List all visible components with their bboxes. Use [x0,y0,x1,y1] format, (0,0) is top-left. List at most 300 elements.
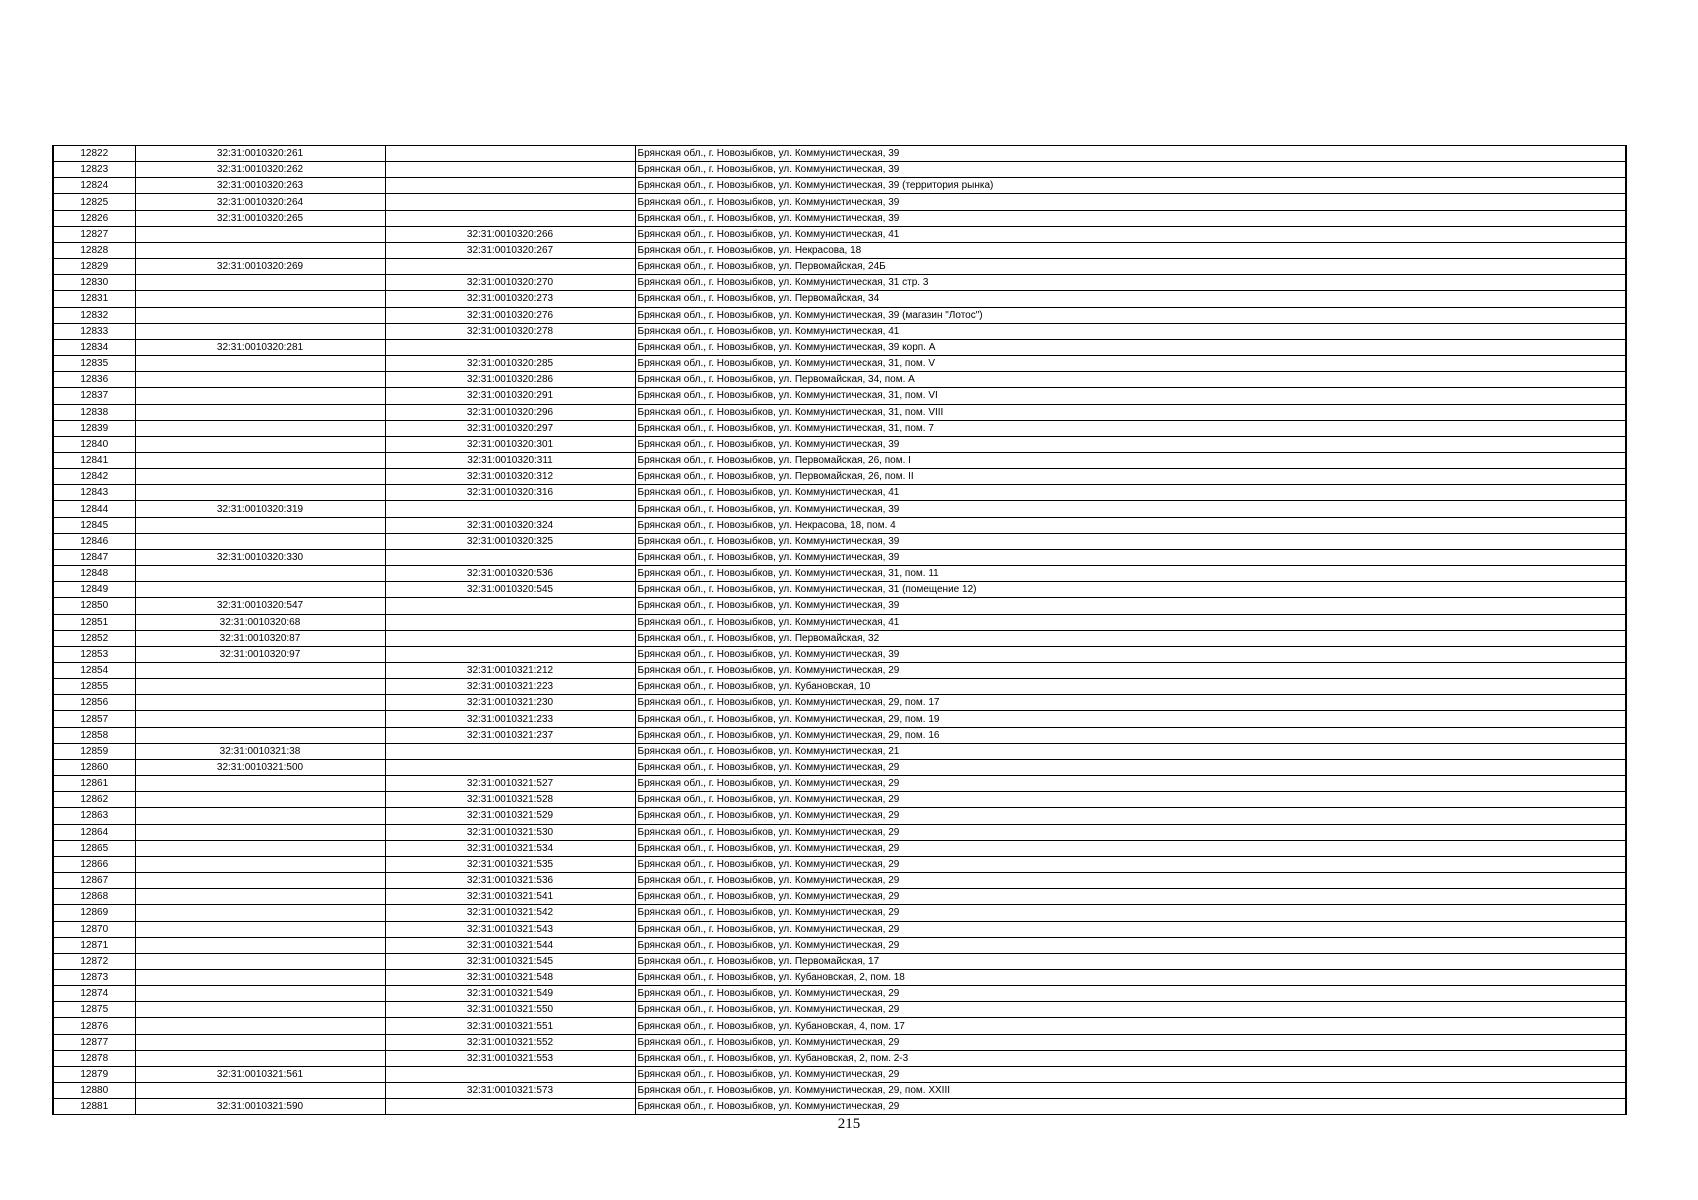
table-row [53,469,1626,485]
cadastral-number-a-cell [135,824,385,840]
cadastral-number-a-cell [135,242,385,258]
address-cell: Брянская обл., г. Новозыбков, ул. Коммунистическая, 31, пом. VIII [635,404,1626,420]
address-cell: Брянская обл., г. Новозыбков, ул. Первомайская, 26, пом. I [635,452,1626,468]
address-cell: Брянская обл., г. Новозыбков, ул. Коммунистическая, 31 стр. 3 [635,275,1626,291]
cadastral-number-a-cell [135,1018,385,1034]
cadastral-number-a-cell: 32:31:0010320:261 [135,146,385,162]
table-row [53,776,1626,792]
address-cell: Брянская обл., г. Новозыбков, ул. Коммунистическая, 29 [635,1002,1626,1018]
table-row [53,436,1626,452]
table-body [53,146,1626,1115]
cadastral-table [52,145,1627,1115]
address-cell: Брянская обл., г. Новозыбков, ул. Коммунистическая, 41 [635,226,1626,242]
cadastral-number-b-cell: 32:31:0010321:529 [385,808,635,824]
cadastral-number-a-cell [135,356,385,372]
cadastral-number-b-cell [385,630,635,646]
address-cell: Брянская обл., г. Новозыбков, ул. Коммунистическая, 29 [635,1099,1626,1115]
table-row [53,566,1626,582]
cadastral-number-a-cell [135,517,385,533]
table-row [53,339,1626,355]
table-row [53,1099,1626,1115]
cadastral-number-b-cell: 32:31:0010321:551 [385,1018,635,1034]
cadastral-number-a-cell [135,420,385,436]
address-cell: Брянская обл., г. Новозыбков, ул. Коммунистическая, 41 [635,614,1626,630]
row-number-cell: 12828 [53,242,135,258]
address-cell: Брянская обл., г. Новозыбков, ул. Коммунистическая, 39 [635,533,1626,549]
row-number-cell: 12836 [53,372,135,388]
cadastral-number-b-cell: 32:31:0010321:552 [385,1034,635,1050]
row-number-cell: 12854 [53,663,135,679]
address-cell: Брянская обл., г. Новозыбков, ул. Коммунистическая, 29 [635,808,1626,824]
cadastral-number-b-cell [385,1099,635,1115]
table-row [53,501,1626,517]
cadastral-number-a-cell: 32:31:0010320:269 [135,259,385,275]
address-cell: Брянская обл., г. Новозыбков, ул. Коммунистическая, 31, пом. 11 [635,566,1626,582]
row-number-cell: 12829 [53,259,135,275]
cadastral-number-a-cell: 32:31:0010320:281 [135,339,385,355]
address-cell: Брянская обл., г. Новозыбков, ул. Коммунистическая, 29 [635,889,1626,905]
address-cell: Брянская обл., г. Новозыбков, ул. Коммунистическая, 39 [635,146,1626,162]
cadastral-number-b-cell [385,501,635,517]
cadastral-number-b-cell [385,598,635,614]
cadastral-number-a-cell [135,436,385,452]
address-cell: Брянская обл., г. Новозыбков, ул. Коммунистическая, 29, пом. XXIII [635,1083,1626,1099]
cadastral-number-b-cell: 32:31:0010321:545 [385,953,635,969]
address-cell: Брянская обл., г. Новозыбков, ул. Коммунистическая, 39 [635,194,1626,210]
address-cell: Брянская обл., г. Новозыбков, ул. Первомайская, 26, пом. II [635,469,1626,485]
address-cell: Брянская обл., г. Новозыбков, ул. Коммунистическая, 29 [635,921,1626,937]
row-number-cell: 12841 [53,452,135,468]
row-number-cell: 12822 [53,146,135,162]
cadastral-number-b-cell: 32:31:0010321:535 [385,856,635,872]
cadastral-number-b-cell: 32:31:0010321:527 [385,776,635,792]
address-cell: Брянская обл., г. Новозыбков, ул. Кубановская, 4, пом. 17 [635,1018,1626,1034]
cadastral-number-a-cell [135,953,385,969]
address-cell: Брянская обл., г. Новозыбков, ул. Коммунистическая, 29 [635,776,1626,792]
row-number-cell: 12832 [53,307,135,323]
table-row [53,1034,1626,1050]
row-number-cell: 12852 [53,630,135,646]
cadastral-number-b-cell: 32:31:0010321:544 [385,937,635,953]
table-row [53,404,1626,420]
row-number-cell: 12880 [53,1083,135,1099]
cadastral-number-b-cell: 32:31:0010320:324 [385,517,635,533]
row-number-cell: 12831 [53,291,135,307]
table-row [53,986,1626,1002]
row-number-cell: 12856 [53,695,135,711]
row-number-cell: 12878 [53,1050,135,1066]
table-row [53,194,1626,210]
address-cell: Брянская обл., г. Новозыбков, ул. Некрасова, 18 [635,242,1626,258]
cadastral-number-b-cell: 32:31:0010321:553 [385,1050,635,1066]
cadastral-number-b-cell: 32:31:0010321:541 [385,889,635,905]
row-number-cell: 12847 [53,549,135,565]
cadastral-number-a-cell [135,404,385,420]
table-row [53,598,1626,614]
cadastral-number-a-cell: 32:31:0010320:265 [135,210,385,226]
table-row [53,695,1626,711]
address-cell: Брянская обл., г. Новозыбков, ул. Кубановская, 10 [635,679,1626,695]
cadastral-number-a-cell [135,1034,385,1050]
cadastral-number-a-cell [135,566,385,582]
cadastral-number-a-cell: 32:31:0010320:97 [135,646,385,662]
table-row [53,549,1626,565]
address-cell: Брянская обл., г. Новозыбков, ул. Коммунистическая, 29 [635,1034,1626,1050]
row-number-cell: 12826 [53,210,135,226]
table-row [53,420,1626,436]
row-number-cell: 12860 [53,759,135,775]
address-cell: Брянская обл., г. Новозыбков, ул. Первомайская, 17 [635,953,1626,969]
table-row [53,856,1626,872]
row-number-cell: 12862 [53,792,135,808]
cadastral-number-b-cell: 32:31:0010320:278 [385,323,635,339]
table-row [53,146,1626,162]
table-row [53,743,1626,759]
cadastral-number-a-cell [135,469,385,485]
row-number-cell: 12872 [53,953,135,969]
cadastral-number-b-cell: 32:31:0010320:276 [385,307,635,323]
table-row [53,307,1626,323]
cadastral-number-b-cell: 32:31:0010320:266 [385,226,635,242]
cadastral-number-a-cell [135,711,385,727]
address-cell: Брянская обл., г. Новозыбков, ул. Коммунистическая, 39 [635,210,1626,226]
row-number-cell: 12857 [53,711,135,727]
table-row [53,679,1626,695]
row-number-cell: 12830 [53,275,135,291]
table-row [53,452,1626,468]
address-cell: Брянская обл., г. Новозыбков, ул. Коммунистическая, 39 [635,436,1626,452]
cadastral-number-a-cell [135,1050,385,1066]
table-row [53,937,1626,953]
row-number-cell: 12865 [53,840,135,856]
address-cell: Брянская обл., г. Новозыбков, ул. Коммунистическая, 39 [635,598,1626,614]
cadastral-number-a-cell [135,452,385,468]
row-number-cell: 12840 [53,436,135,452]
cadastral-number-b-cell: 32:31:0010321:550 [385,1002,635,1018]
table-row [53,275,1626,291]
address-cell: Брянская обл., г. Новозыбков, ул. Кубановская, 2, пом. 18 [635,969,1626,985]
table-row [53,533,1626,549]
cadastral-number-b-cell: 32:31:0010321:528 [385,792,635,808]
cadastral-number-a-cell [135,969,385,985]
cadastral-number-a-cell: 32:31:0010320:262 [135,162,385,178]
table-row [53,889,1626,905]
row-number-cell: 12876 [53,1018,135,1034]
cadastral-number-a-cell [135,388,385,404]
table-row [53,162,1626,178]
table-row [53,905,1626,921]
row-number-cell: 12869 [53,905,135,921]
row-number-cell: 12823 [53,162,135,178]
row-number-cell: 12875 [53,1002,135,1018]
row-number-cell: 12846 [53,533,135,549]
address-cell: Брянская обл., г. Новозыбков, ул. Коммунистическая, 39 [635,549,1626,565]
row-number-cell: 12834 [53,339,135,355]
table-row [53,873,1626,889]
table-row [53,517,1626,533]
table-row [53,840,1626,856]
cadastral-number-b-cell: 32:31:0010321:573 [385,1083,635,1099]
cadastral-number-a-cell: 32:31:0010320:330 [135,549,385,565]
table-row [53,969,1626,985]
cadastral-number-b-cell: 32:31:0010320:291 [385,388,635,404]
cadastral-number-b-cell [385,194,635,210]
row-number-cell: 12833 [53,323,135,339]
table-row [53,291,1626,307]
table-row [53,372,1626,388]
row-number-cell: 12864 [53,824,135,840]
table-row [53,259,1626,275]
address-cell: Брянская обл., г. Новозыбков, ул. Коммунистическая, 39 (магазин "Лотос") [635,307,1626,323]
cadastral-number-b-cell: 32:31:0010320:285 [385,356,635,372]
address-cell: Брянская обл., г. Новозыбков, ул. Коммунистическая, 41 [635,323,1626,339]
table-row [53,1083,1626,1099]
address-cell: Брянская обл., г. Новозыбков, ул. Коммунистическая, 29, пом. 19 [635,711,1626,727]
row-number-cell: 12881 [53,1099,135,1115]
cadastral-number-b-cell: 32:31:0010320:545 [385,582,635,598]
cadastral-number-a-cell [135,889,385,905]
address-cell: Брянская обл., г. Новозыбков, ул. Кубановская, 2, пом. 2-3 [635,1050,1626,1066]
cadastral-number-a-cell [135,840,385,856]
cadastral-number-a-cell [135,856,385,872]
table-row [53,711,1626,727]
cadastral-number-a-cell [135,226,385,242]
cadastral-number-a-cell [135,921,385,937]
cadastral-number-a-cell [135,372,385,388]
address-cell: Брянская обл., г. Новозыбков, ул. Коммунистическая, 31, пом. 7 [635,420,1626,436]
address-cell: Брянская обл., г. Новозыбков, ул. Коммунистическая, 31, пом. V [635,356,1626,372]
table-row [53,792,1626,808]
cadastral-number-a-cell [135,937,385,953]
row-number-cell: 12849 [53,582,135,598]
cadastral-number-a-cell [135,485,385,501]
table-row [53,356,1626,372]
address-cell: Брянская обл., г. Новозыбков, ул. Коммунистическая, 29 [635,792,1626,808]
row-number-cell: 12873 [53,969,135,985]
table-row [53,226,1626,242]
cadastral-number-a-cell: 32:31:0010320:319 [135,501,385,517]
table-row [53,178,1626,194]
row-number-cell: 12843 [53,485,135,501]
cadastral-number-b-cell: 32:31:0010321:543 [385,921,635,937]
cadastral-number-b-cell [385,339,635,355]
table-row [53,323,1626,339]
row-number-cell: 12866 [53,856,135,872]
cadastral-number-a-cell [135,1002,385,1018]
cadastral-number-b-cell: 32:31:0010321:549 [385,986,635,1002]
cadastral-number-a-cell [135,808,385,824]
address-cell: Брянская обл., г. Новозыбков, ул. Коммунистическая, 29 [635,873,1626,889]
table-row [53,824,1626,840]
row-number-cell: 12874 [53,986,135,1002]
address-cell: Брянская обл., г. Новозыбков, ул. Коммунистическая, 29 [635,759,1626,775]
cadastral-number-b-cell [385,1066,635,1082]
row-number-cell: 12835 [53,356,135,372]
address-cell: Брянская обл., г. Новозыбков, ул. Коммунистическая, 29 [635,905,1626,921]
address-cell: Брянская обл., г. Новозыбков, ул. Коммунистическая, 29 [635,840,1626,856]
cadastral-number-a-cell [135,695,385,711]
address-cell: Брянская обл., г. Новозыбков, ул. Коммунистическая, 29 [635,937,1626,953]
cadastral-number-a-cell [135,307,385,323]
cadastral-number-a-cell [135,323,385,339]
cadastral-number-a-cell: 32:31:0010320:87 [135,630,385,646]
cadastral-number-b-cell [385,759,635,775]
address-cell: Брянская обл., г. Новозыбков, ул. Коммунистическая, 29, пом. 16 [635,727,1626,743]
table-row [53,808,1626,824]
address-cell: Брянская обл., г. Новозыбков, ул. Коммунистическая, 39 корп. А [635,339,1626,355]
cadastral-number-b-cell [385,210,635,226]
address-cell: Брянская обл., г. Новозыбков, ул. Коммунистическая, 21 [635,743,1626,759]
row-number-cell: 12858 [53,727,135,743]
row-number-cell: 12839 [53,420,135,436]
table-row [53,242,1626,258]
address-cell: Брянская обл., г. Новозыбков, ул. Коммунистическая, 29 [635,986,1626,1002]
cadastral-number-a-cell: 32:31:0010320:263 [135,178,385,194]
cadastral-number-b-cell: 32:31:0010321:237 [385,727,635,743]
cadastral-number-b-cell: 32:31:0010320:311 [385,452,635,468]
cadastral-number-b-cell: 32:31:0010321:542 [385,905,635,921]
address-cell: Брянская обл., г. Новозыбков, ул. Коммунистическая, 29 [635,1066,1626,1082]
table-row [53,921,1626,937]
cadastral-number-a-cell [135,905,385,921]
cadastral-number-a-cell [135,727,385,743]
row-number-cell: 12877 [53,1034,135,1050]
cadastral-number-a-cell: 32:31:0010321:500 [135,759,385,775]
cadastral-number-a-cell: 32:31:0010320:547 [135,598,385,614]
cadastral-number-b-cell: 32:31:0010320:536 [385,566,635,582]
address-cell: Брянская обл., г. Новозыбков, ул. Коммунистическая, 39 [635,646,1626,662]
cadastral-number-b-cell: 32:31:0010321:223 [385,679,635,695]
cadastral-number-a-cell: 32:31:0010321:38 [135,743,385,759]
cadastral-number-b-cell: 32:31:0010321:212 [385,663,635,679]
table-row [53,1002,1626,1018]
cadastral-number-b-cell [385,259,635,275]
row-number-cell: 12851 [53,614,135,630]
row-number-cell: 12842 [53,469,135,485]
address-cell: Брянская обл., г. Новозыбков, ул. Коммунистическая, 41 [635,485,1626,501]
row-number-cell: 12861 [53,776,135,792]
table-row [53,582,1626,598]
row-number-cell: 12837 [53,388,135,404]
address-cell: Брянская обл., г. Новозыбков, ул. Коммунистическая, 39 [635,501,1626,517]
cadastral-number-a-cell: 32:31:0010320:68 [135,614,385,630]
table-row [53,485,1626,501]
cadastral-number-a-cell: 32:31:0010321:561 [135,1066,385,1082]
cadastral-number-b-cell: 32:31:0010320:325 [385,533,635,549]
cadastral-number-a-cell [135,679,385,695]
table-row [53,1018,1626,1034]
cadastral-number-a-cell [135,792,385,808]
row-number-cell: 12871 [53,937,135,953]
cadastral-number-b-cell: 32:31:0010320:296 [385,404,635,420]
row-number-cell: 12870 [53,921,135,937]
cadastral-number-a-cell: 32:31:0010321:590 [135,1099,385,1115]
cadastral-number-b-cell: 32:31:0010321:548 [385,969,635,985]
cadastral-number-b-cell: 32:31:0010321:536 [385,873,635,889]
cadastral-number-b-cell: 32:31:0010320:267 [385,242,635,258]
address-cell: Брянская обл., г. Новозыбков, ул. Первомайская, 24Б [635,259,1626,275]
row-number-cell: 12859 [53,743,135,759]
row-number-cell: 12844 [53,501,135,517]
cadastral-number-a-cell [135,986,385,1002]
table-row [53,630,1626,646]
table-row [53,663,1626,679]
table-row [53,614,1626,630]
cadastral-number-b-cell [385,549,635,565]
cadastral-number-a-cell [135,582,385,598]
cadastral-number-b-cell [385,743,635,759]
row-number-cell: 12850 [53,598,135,614]
cadastral-number-b-cell: 32:31:0010320:297 [385,420,635,436]
row-number-cell: 12825 [53,194,135,210]
cadastral-number-b-cell: 32:31:0010320:312 [385,469,635,485]
cadastral-number-a-cell: 32:31:0010320:264 [135,194,385,210]
address-cell: Брянская обл., г. Новозыбков, ул. Первомайская, 34 [635,291,1626,307]
cadastral-number-b-cell [385,614,635,630]
cadastral-number-a-cell [135,663,385,679]
cadastral-number-b-cell: 32:31:0010321:233 [385,711,635,727]
cadastral-number-b-cell [385,162,635,178]
row-number-cell: 12838 [53,404,135,420]
address-cell: Брянская обл., г. Новозыбков, ул. Первомайская, 32 [635,630,1626,646]
cadastral-number-b-cell: 32:31:0010320:301 [385,436,635,452]
row-number-cell: 12868 [53,889,135,905]
cadastral-number-a-cell [135,291,385,307]
cadastral-number-a-cell [135,776,385,792]
row-number-cell: 12824 [53,178,135,194]
table-row [53,210,1626,226]
row-number-cell: 12853 [53,646,135,662]
table-row [53,727,1626,743]
cadastral-number-a-cell [135,873,385,889]
address-cell: Брянская обл., г. Новозыбков, ул. Коммунистическая, 29, пом. 17 [635,695,1626,711]
page-number: 215 [837,1116,861,1132]
row-number-cell: 12863 [53,808,135,824]
cadastral-number-b-cell: 32:31:0010320:270 [385,275,635,291]
row-number-cell: 12867 [53,873,135,889]
table-row [53,646,1626,662]
cadastral-number-a-cell [135,533,385,549]
cadastral-number-b-cell: 32:31:0010321:534 [385,840,635,856]
address-cell: Брянская обл., г. Новозыбков, ул. Первомайская, 34, пом. А [635,372,1626,388]
row-number-cell: 12879 [53,1066,135,1082]
row-number-cell: 12848 [53,566,135,582]
address-cell: Брянская обл., г. Новозыбков, ул. Некрасова, 18, пом. 4 [635,517,1626,533]
table-row [53,1050,1626,1066]
address-cell: Брянская обл., г. Новозыбков, ул. Коммунистическая, 31 (помещение 12) [635,582,1626,598]
cadastral-number-b-cell [385,146,635,162]
cadastral-number-b-cell: 32:31:0010320:286 [385,372,635,388]
table-row [53,1066,1626,1082]
cadastral-number-a-cell [135,1083,385,1099]
address-cell: Брянская обл., г. Новозыбков, ул. Коммунистическая, 31, пом. VI [635,388,1626,404]
cadastral-number-a-cell [135,275,385,291]
row-number-cell: 12845 [53,517,135,533]
table-row [53,759,1626,775]
address-cell: Брянская обл., г. Новозыбков, ул. Коммунистическая, 29 [635,663,1626,679]
cadastral-number-b-cell: 32:31:0010321:230 [385,695,635,711]
address-cell: Брянская обл., г. Новозыбков, ул. Коммунистическая, 29 [635,856,1626,872]
row-number-cell: 12827 [53,226,135,242]
cadastral-number-b-cell: 32:31:0010321:530 [385,824,635,840]
address-cell: Брянская обл., г. Новозыбков, ул. Коммунистическая, 39 [635,162,1626,178]
address-cell: Брянская обл., г. Новозыбков, ул. Коммунистическая, 29 [635,824,1626,840]
cadastral-number-b-cell: 32:31:0010320:316 [385,485,635,501]
table-row [53,953,1626,969]
cadastral-number-b-cell [385,646,635,662]
cadastral-number-b-cell: 32:31:0010320:273 [385,291,635,307]
row-number-cell: 12855 [53,679,135,695]
